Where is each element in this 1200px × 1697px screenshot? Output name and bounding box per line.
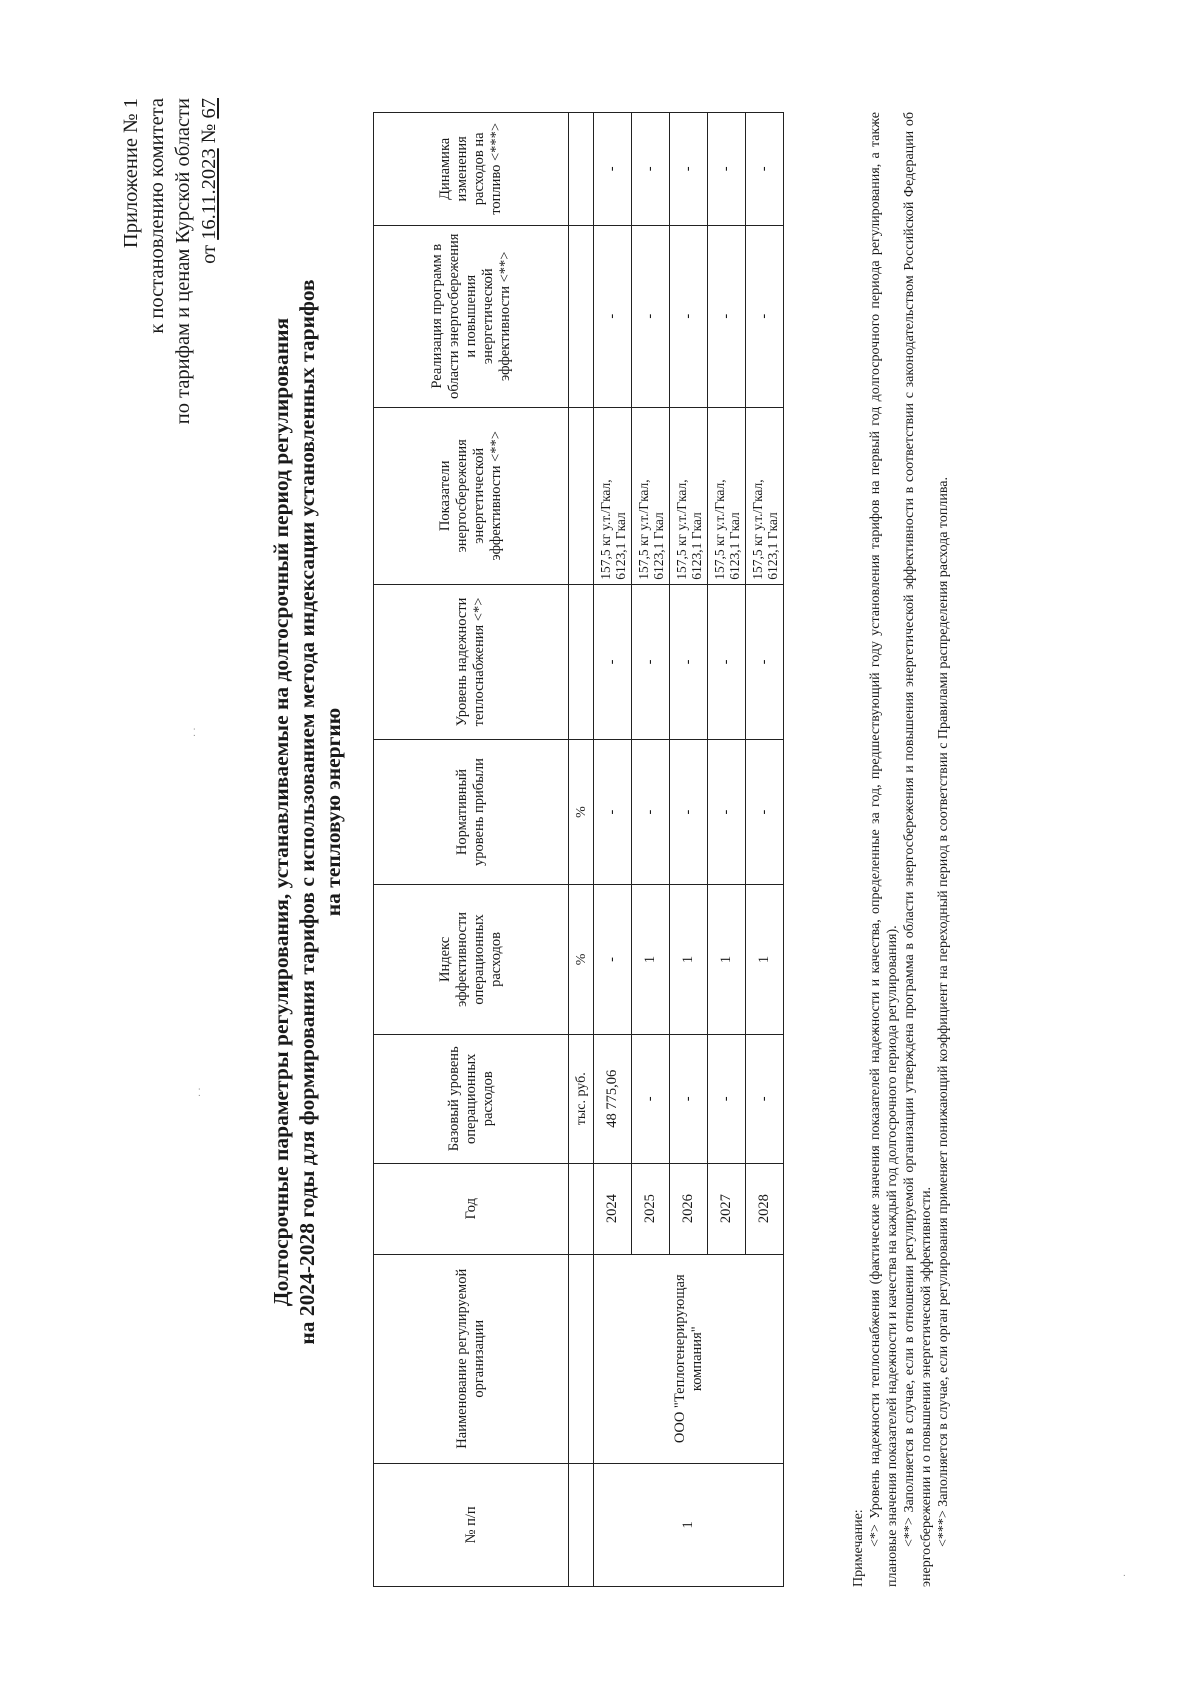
header-base-level: Базовый уровень операционных расходов: [374, 1034, 569, 1163]
base-cell: -: [670, 1034, 708, 1163]
fuel-cell: -: [746, 113, 784, 226]
units-cell: [569, 584, 594, 739]
fuel-cell: -: [594, 113, 632, 226]
table-row: [594, 113, 632, 1587]
profit-cell: -: [708, 740, 746, 885]
document-title: [268, 227, 346, 1397]
base-cell: -: [708, 1034, 746, 1163]
profit-cell: -: [670, 740, 708, 885]
reliability-cell: -: [708, 584, 746, 739]
indicator-line-1: 157,5 кг у.т./Гкал,: [749, 479, 765, 580]
units-base: тыс. руб.: [569, 1034, 594, 1163]
fuel-cell: -: [670, 113, 708, 226]
indicator-line-2: 6123,1 Гкал: [650, 512, 666, 580]
title-line-1: Долгосрочные параметры регулирования, устанавливаемые на долгосрочный период регулирования: [269, 317, 293, 1307]
notes-heading: Примечание:: [851, 1509, 866, 1587]
units-cell: [569, 113, 594, 226]
indicator-line-1: 157,5 кг у.т./Гкал,: [597, 479, 613, 580]
date-prefix: от: [198, 244, 220, 264]
indicator-cell: [746, 407, 784, 584]
reliability-cell: -: [594, 584, 632, 739]
indicator-cell: [594, 407, 632, 584]
programs-cell: -: [632, 225, 670, 407]
table-units-row: [569, 113, 594, 1587]
indicator-cell: [632, 407, 670, 584]
year-cell: 2026: [670, 1163, 708, 1254]
units-index: %: [569, 884, 594, 1034]
note-3: <***> Заполняется в случае, если орган регулирования применяет понижающий коэффициент на переходный период в соответствии с Правилами распределения расхода топлива.: [936, 477, 951, 1547]
programs-cell: -: [670, 225, 708, 407]
indicator-cell: [670, 407, 708, 584]
indicator-line-2: 6123,1 Гкал: [726, 512, 742, 580]
index-cell: 1: [670, 884, 708, 1034]
scan-speck: ·: [1120, 1573, 1131, 1577]
indicator-line-1: 157,5 кг у.т./Гкал,: [711, 479, 727, 580]
title-line-2: на 2024-2028 годы для формирования тарифов с использованием метода индексации установленных тарифов: [295, 279, 319, 1345]
notes-block: [850, 112, 952, 1587]
units-profit: %: [569, 740, 594, 885]
header-organization: Наименование регулируемой организации: [374, 1254, 569, 1463]
note-2: <**> Заполняется в случае, если в отношении регулируемой организации утверждена программа в области энергосбережения и повышения энергетической эффективности в соответствии с законодательством Российской Федерации об энергосбережении и о повышении энергетической эффективности.: [902, 112, 934, 1587]
parameters-table: [373, 112, 784, 1587]
units-cell: [569, 1463, 594, 1586]
base-cell: -: [632, 1034, 670, 1163]
scan-speck: · ·: [195, 1087, 206, 1097]
base-cell: 48 775,06: [594, 1034, 632, 1163]
year-cell: 2024: [594, 1163, 632, 1254]
appendix-block: [118, 98, 222, 424]
note-1: <*> Уровень надежности теплоснабжения (фактические значения показателей надежности и качества, определенные за год, предшествующий году установления тарифов на первый год долгосрочного периода регулирования, а также плановые значения показателей надежности и качества на каждый год долгосрочного периода регулирования).: [868, 112, 900, 1587]
resolution-number: 67: [198, 98, 220, 119]
header-energy-indicators: Показатели энергосбережения энергетической эффективности <**>: [374, 407, 569, 584]
scan-speck: · ·: [190, 727, 201, 737]
appendix-line-2: к постановлению комитета: [146, 98, 168, 334]
appendix-line-3: по тарифам и ценам Курской области: [172, 98, 194, 425]
profit-cell: -: [746, 740, 784, 885]
fuel-cell: -: [708, 113, 746, 226]
index-cell: 1: [708, 884, 746, 1034]
indicator-line-2: 6123,1 Гкал: [688, 512, 704, 580]
number-prefix: №: [198, 123, 220, 144]
table-header-row: [374, 113, 569, 1587]
units-cell: [569, 225, 594, 407]
indicator-line-2: 6123,1 Гкал: [764, 512, 780, 580]
programs-cell: -: [708, 225, 746, 407]
indicator-cell: [708, 407, 746, 584]
programs-cell: -: [594, 225, 632, 407]
base-cell: -: [746, 1034, 784, 1163]
indicator-line-1: 157,5 кг у.т./Гкал,: [635, 479, 651, 580]
reliability-cell: -: [670, 584, 708, 739]
row-number: 1: [594, 1463, 784, 1586]
header-programs: Реализация программ в области энергосбережения и повышения энергетической эффективности <**>: [374, 225, 569, 407]
header-reliability: Уровень надежности теплоснабжения <*>: [374, 584, 569, 739]
year-cell: 2027: [708, 1163, 746, 1254]
index-cell: -: [594, 884, 632, 1034]
year-cell: 2025: [632, 1163, 670, 1254]
units-cell: [569, 1254, 594, 1463]
organization-name: ООО "Теплогенерирующая компания": [594, 1254, 784, 1463]
header-profit-level: Нормативный уровень прибыли: [374, 740, 569, 885]
units-cell: [569, 1163, 594, 1254]
index-cell: 1: [632, 884, 670, 1034]
header-efficiency-index: Индекс эффективности операционных расходов: [374, 884, 569, 1034]
indicator-line-2: 6123,1 Гкал: [612, 512, 628, 580]
indicator-line-1: 157,5 кг у.т./Гкал,: [673, 479, 689, 580]
programs-cell: -: [746, 225, 784, 407]
index-cell: 1: [746, 884, 784, 1034]
reliability-cell: -: [632, 584, 670, 739]
header-year: Год: [374, 1163, 569, 1254]
year-cell: 2028: [746, 1163, 784, 1254]
header-num: № п/п: [374, 1463, 569, 1586]
resolution-date: 16.11.2023: [198, 148, 220, 240]
units-cell: [569, 407, 594, 584]
title-line-3: на тепловую энергию: [321, 707, 345, 917]
header-fuel-dynamics: Динамика изменения расходов на топливо <***>: [374, 113, 569, 226]
appendix-title: Приложение № 1: [120, 98, 142, 249]
reliability-cell: -: [746, 584, 784, 739]
profit-cell: -: [594, 740, 632, 885]
appendix-date-line: [196, 98, 222, 424]
profit-cell: -: [632, 740, 670, 885]
fuel-cell: -: [632, 113, 670, 226]
